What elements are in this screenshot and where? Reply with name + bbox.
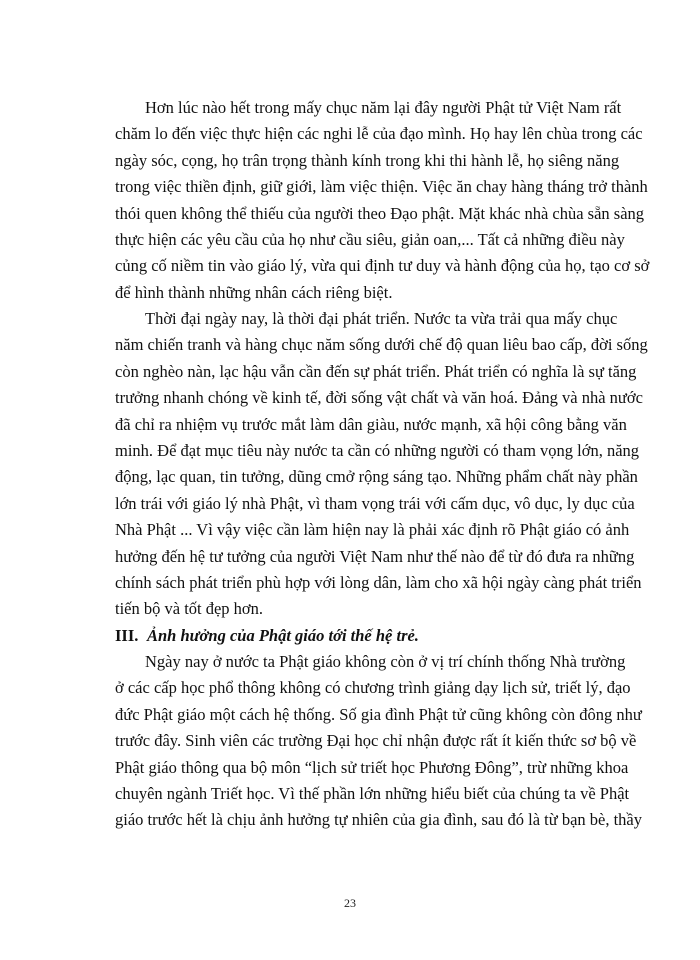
paragraph-1-line: củng cố niềm tin vào giáo lý, vừa qui định tư duy và hành động của họ, tạo cơ sở (115, 256, 650, 276)
section-heading (115, 625, 610, 647)
paragraph-3-line: trước đây. Sinh viên các trường Đại học chỉ nhận được rất ít kiến thức sơ bộ về (115, 731, 637, 751)
paragraph-2-line: tiến bộ và tốt đẹp hơn. (115, 599, 264, 619)
paragraph-1-line: Hơn lúc nào hết trong mấy chục năm lại đây người Phật tử Việt Nam rất (145, 98, 622, 117)
paragraph-2-line: còn nghèo nàn, lạc hậu vẫn cần đến sự phát triển. Phát triển có nghĩa là sự tăng (115, 361, 637, 381)
paragraph-2-line: đã chỉ ra nhiệm vụ trước mắt làm dân giàu, nước mạnh, xã hội công bằng văn (115, 414, 627, 434)
paragraph-2-line: chính sách phát triển phù hợp với lòng dân, làm cho xã hội ngày càng phát triển (115, 572, 642, 592)
paragraph-1-line: thực hiện các yêu cầu của họ như cầu siêu, giản oan,... Tất cả những điều này (115, 229, 625, 249)
paragraph-2-line: trưởng nhanh chóng về kinh tế, đời sống vật chất và văn hoá. Đảng và nhà nước (115, 388, 643, 408)
paragraph-3-line: ở các cấp học phổ thông không có chương trình giảng dạy lịch sử, triết lý, đạo (115, 678, 631, 698)
paragraph-3-line: đức Phật giáo một cách hệ thống. Số gia đình Phật tử cũng không còn đông như (115, 704, 642, 724)
paragraph-1-line: thói quen không thể thiếu của người theo Đạo phật. Mặt khác nhà chùa sẵn sàng (115, 203, 645, 223)
paragraph-2-line: Nhà Phật ... Vì vậy việc cần làm hiện nay là phải xác định rõ Phật giáo có ảnh (115, 520, 630, 540)
paragraph-2-line: năm chiến tranh và hàng chục năm sống dưới chế độ quan liêu bao cấp, đời sống (115, 335, 648, 355)
paragraph-2-line: Thời đại ngày nay, là thời đại phát triển. Nước ta vừa trải qua mấy chục (145, 309, 618, 329)
paragraph-1-line: ngày sóc, cọng, họ trân trọng thành kính trong khi thi hành lễ, họ siêng năng (115, 150, 620, 170)
paragraph-3-line: Phật giáo thông qua bộ môn “lịch sử triết học Phương Đông”, trừ những khoa (115, 757, 629, 777)
section-number: III. (115, 625, 139, 645)
paragraph-3-line: chuyên ngành Triết học. Vì thế phần lớn những hiểu biết của chúng ta về Phật (115, 784, 630, 804)
section-title: Ảnh hưởng của Phật giáo tới thế hệ trẻ. (147, 625, 419, 645)
paragraph-3-line: Ngày nay ở nước ta Phật giáo không còn ở vị trí chính thống Nhà trường (145, 652, 626, 672)
paragraph-2-line: minh. Để đạt mục tiêu này nước ta cần có những người có tham vọng lớn, năng (115, 441, 640, 461)
paragraph-2-line: lớn trái với giáo lý nhà Phật, vì tham vọng trái với cấm dục, vô dục, ly dục của (115, 493, 635, 513)
paragraph-2-line: hưởng đến hệ tư tưởng của người Việt Nam như thế nào để từ đó đưa ra những (115, 546, 635, 566)
paragraph-1-line: để hình thành những nhân cách riêng biệt. (115, 282, 393, 302)
paragraph-2-line: động, lạc quan, tin tưởng, dũng cmở rộng sáng tạo. Những phẩm chất này phần (115, 467, 638, 487)
paragraph-1-line: chăm lo đến việc thực hiện các nghi lễ của đạo mình. Họ hay lên chùa trong các (115, 124, 643, 144)
page-number: 23 (344, 896, 356, 910)
paragraph-1-line: trong việc thiền định, giữ giới, làm việc thiện. Việc ăn chay hàng tháng trở thành (115, 177, 648, 197)
paragraph-3-line: giáo trước hết là chịu ảnh hưởng tự nhiên của gia đình, sau đó là từ bạn bè, thầy (115, 810, 643, 830)
